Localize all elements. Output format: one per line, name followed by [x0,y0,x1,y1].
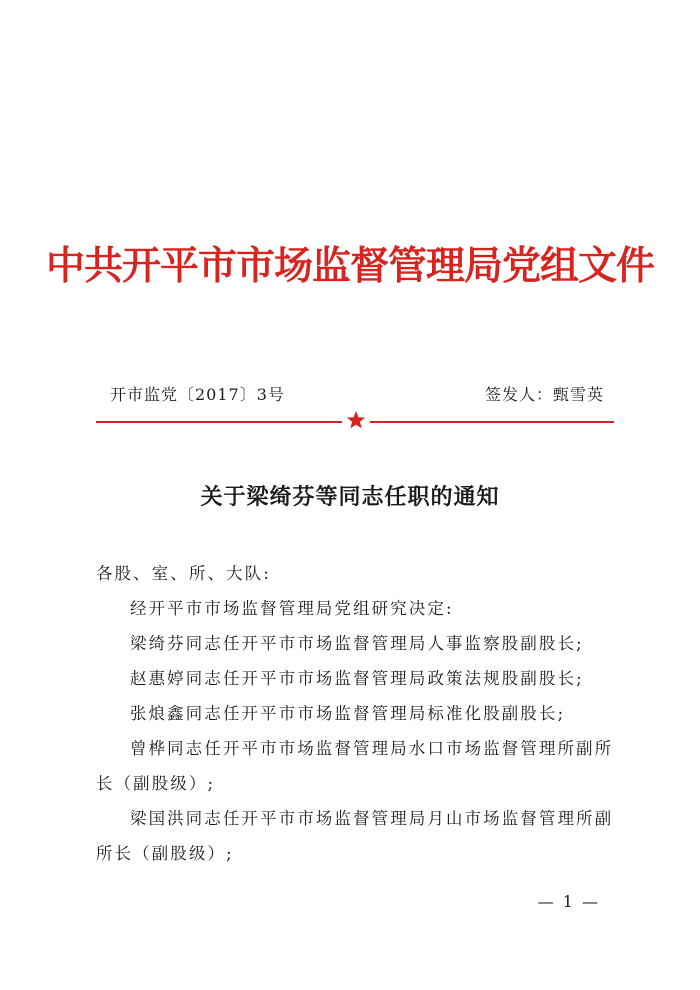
salutation: 各股、室、所、大队: [96,564,272,583]
document-header-title: 中共开平市市场监督管理局党组文件 [45,243,654,289]
body-paragraph: 梁绮芬同志任开平市市场监督管理局人事监察股副股长; [130,634,584,653]
star-icon [346,410,366,430]
notice-body [96,556,616,871]
notice-title: 关于梁绮芬等同志任职的通知 [200,484,500,510]
body-paragraph: 经开平市市场监督管理局党组研究决定: [130,599,454,618]
body-paragraph: 梁国洪同志任开平市市场监督管理局月山市场监督管理所副所长（副股级）; [96,809,614,863]
red-divider-left [96,421,342,423]
red-divider-right [370,421,614,423]
issuer-label: 签发人：甄雪英 [484,385,604,404]
page-number: — 1 — [537,892,600,911]
document-number: 开市监党〔2017〕3号 [110,385,285,404]
body-paragraph: 赵惠婷同志任开平市市场监督管理局政策法规股副股长; [130,669,584,688]
body-paragraph: 曾桦同志任开平市市场监督管理局水口市场监督管理所副所长（副股级）; [96,739,614,793]
body-paragraph: 张烺鑫同志任开平市市场监督管理局标准化股副股长; [130,704,566,723]
